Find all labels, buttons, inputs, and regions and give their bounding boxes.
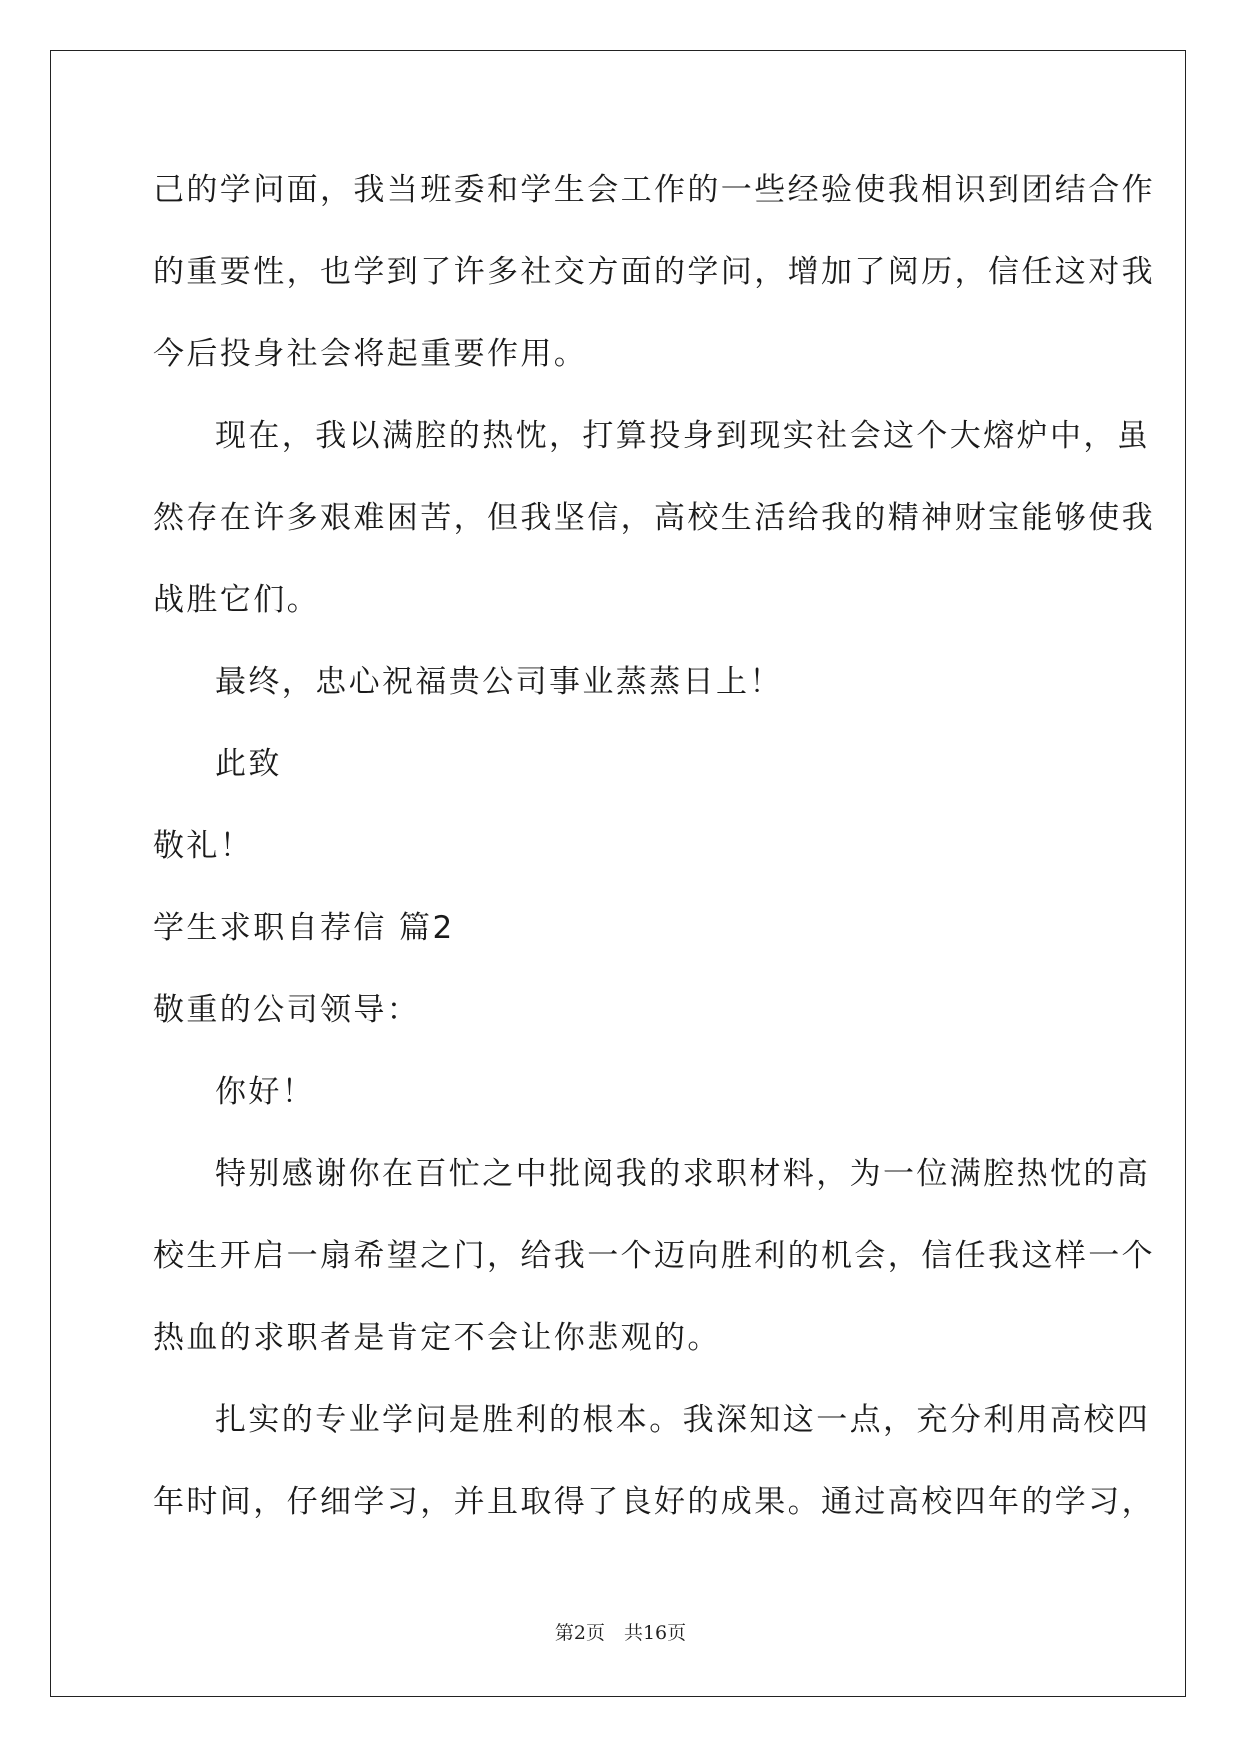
text-line: 战胜它们。 (153, 582, 320, 618)
text-line: 己的学问面，我当班委和学生会工作的一些经验使我相识到团结合作 (153, 172, 1155, 208)
letter-greeting: 敬重的公司领导： (153, 992, 421, 1028)
text-line: 的重要性，也学到了许多社交方面的学问，增加了阅历，信任这对我 (153, 254, 1155, 290)
greeting-hello: 你好！ (215, 1074, 316, 1110)
closing-wish: 最终，忠心祝福贵公司事业蒸蒸日上！ (215, 664, 783, 700)
text-line: 年时间，仔细学习，并且取得了良好的成果。通过高校四年的学习， (153, 1484, 1155, 1520)
page-number-footer: 第2页 共16页 (554, 1622, 687, 1644)
section-title: 学生求职自荐信 篇2 (153, 910, 455, 946)
text-line: 热血的求职者是肯定不会让你悲观的。 (153, 1320, 721, 1356)
salutation-cizhi: 此致 (215, 746, 282, 782)
salutation-jingli: 敬礼！ (153, 828, 254, 864)
paragraph-start-line: 扎实的专业学问是胜利的根本。我深知这一点，充分利用高校四 (215, 1402, 1151, 1438)
paragraph-start-line: 特别感谢你在百忙之中批阅我的求职材料，为一位满腔热忱的高 (215, 1156, 1151, 1192)
paragraph-start-line: 现在，我以满腔的热忱，打算投身到现实社会这个大熔炉中，虽 (215, 418, 1151, 454)
text-line: 今后投身社会将起重要作用。 (153, 336, 588, 372)
page-border (50, 50, 1186, 1697)
text-line: 校生开启一扇希望之门，给我一个迈向胜利的机会，信任我这样一个 (153, 1238, 1155, 1274)
text-line: 然存在许多艰难困苦，但我坚信，高校生活给我的精神财宝能够使我 (153, 500, 1155, 536)
